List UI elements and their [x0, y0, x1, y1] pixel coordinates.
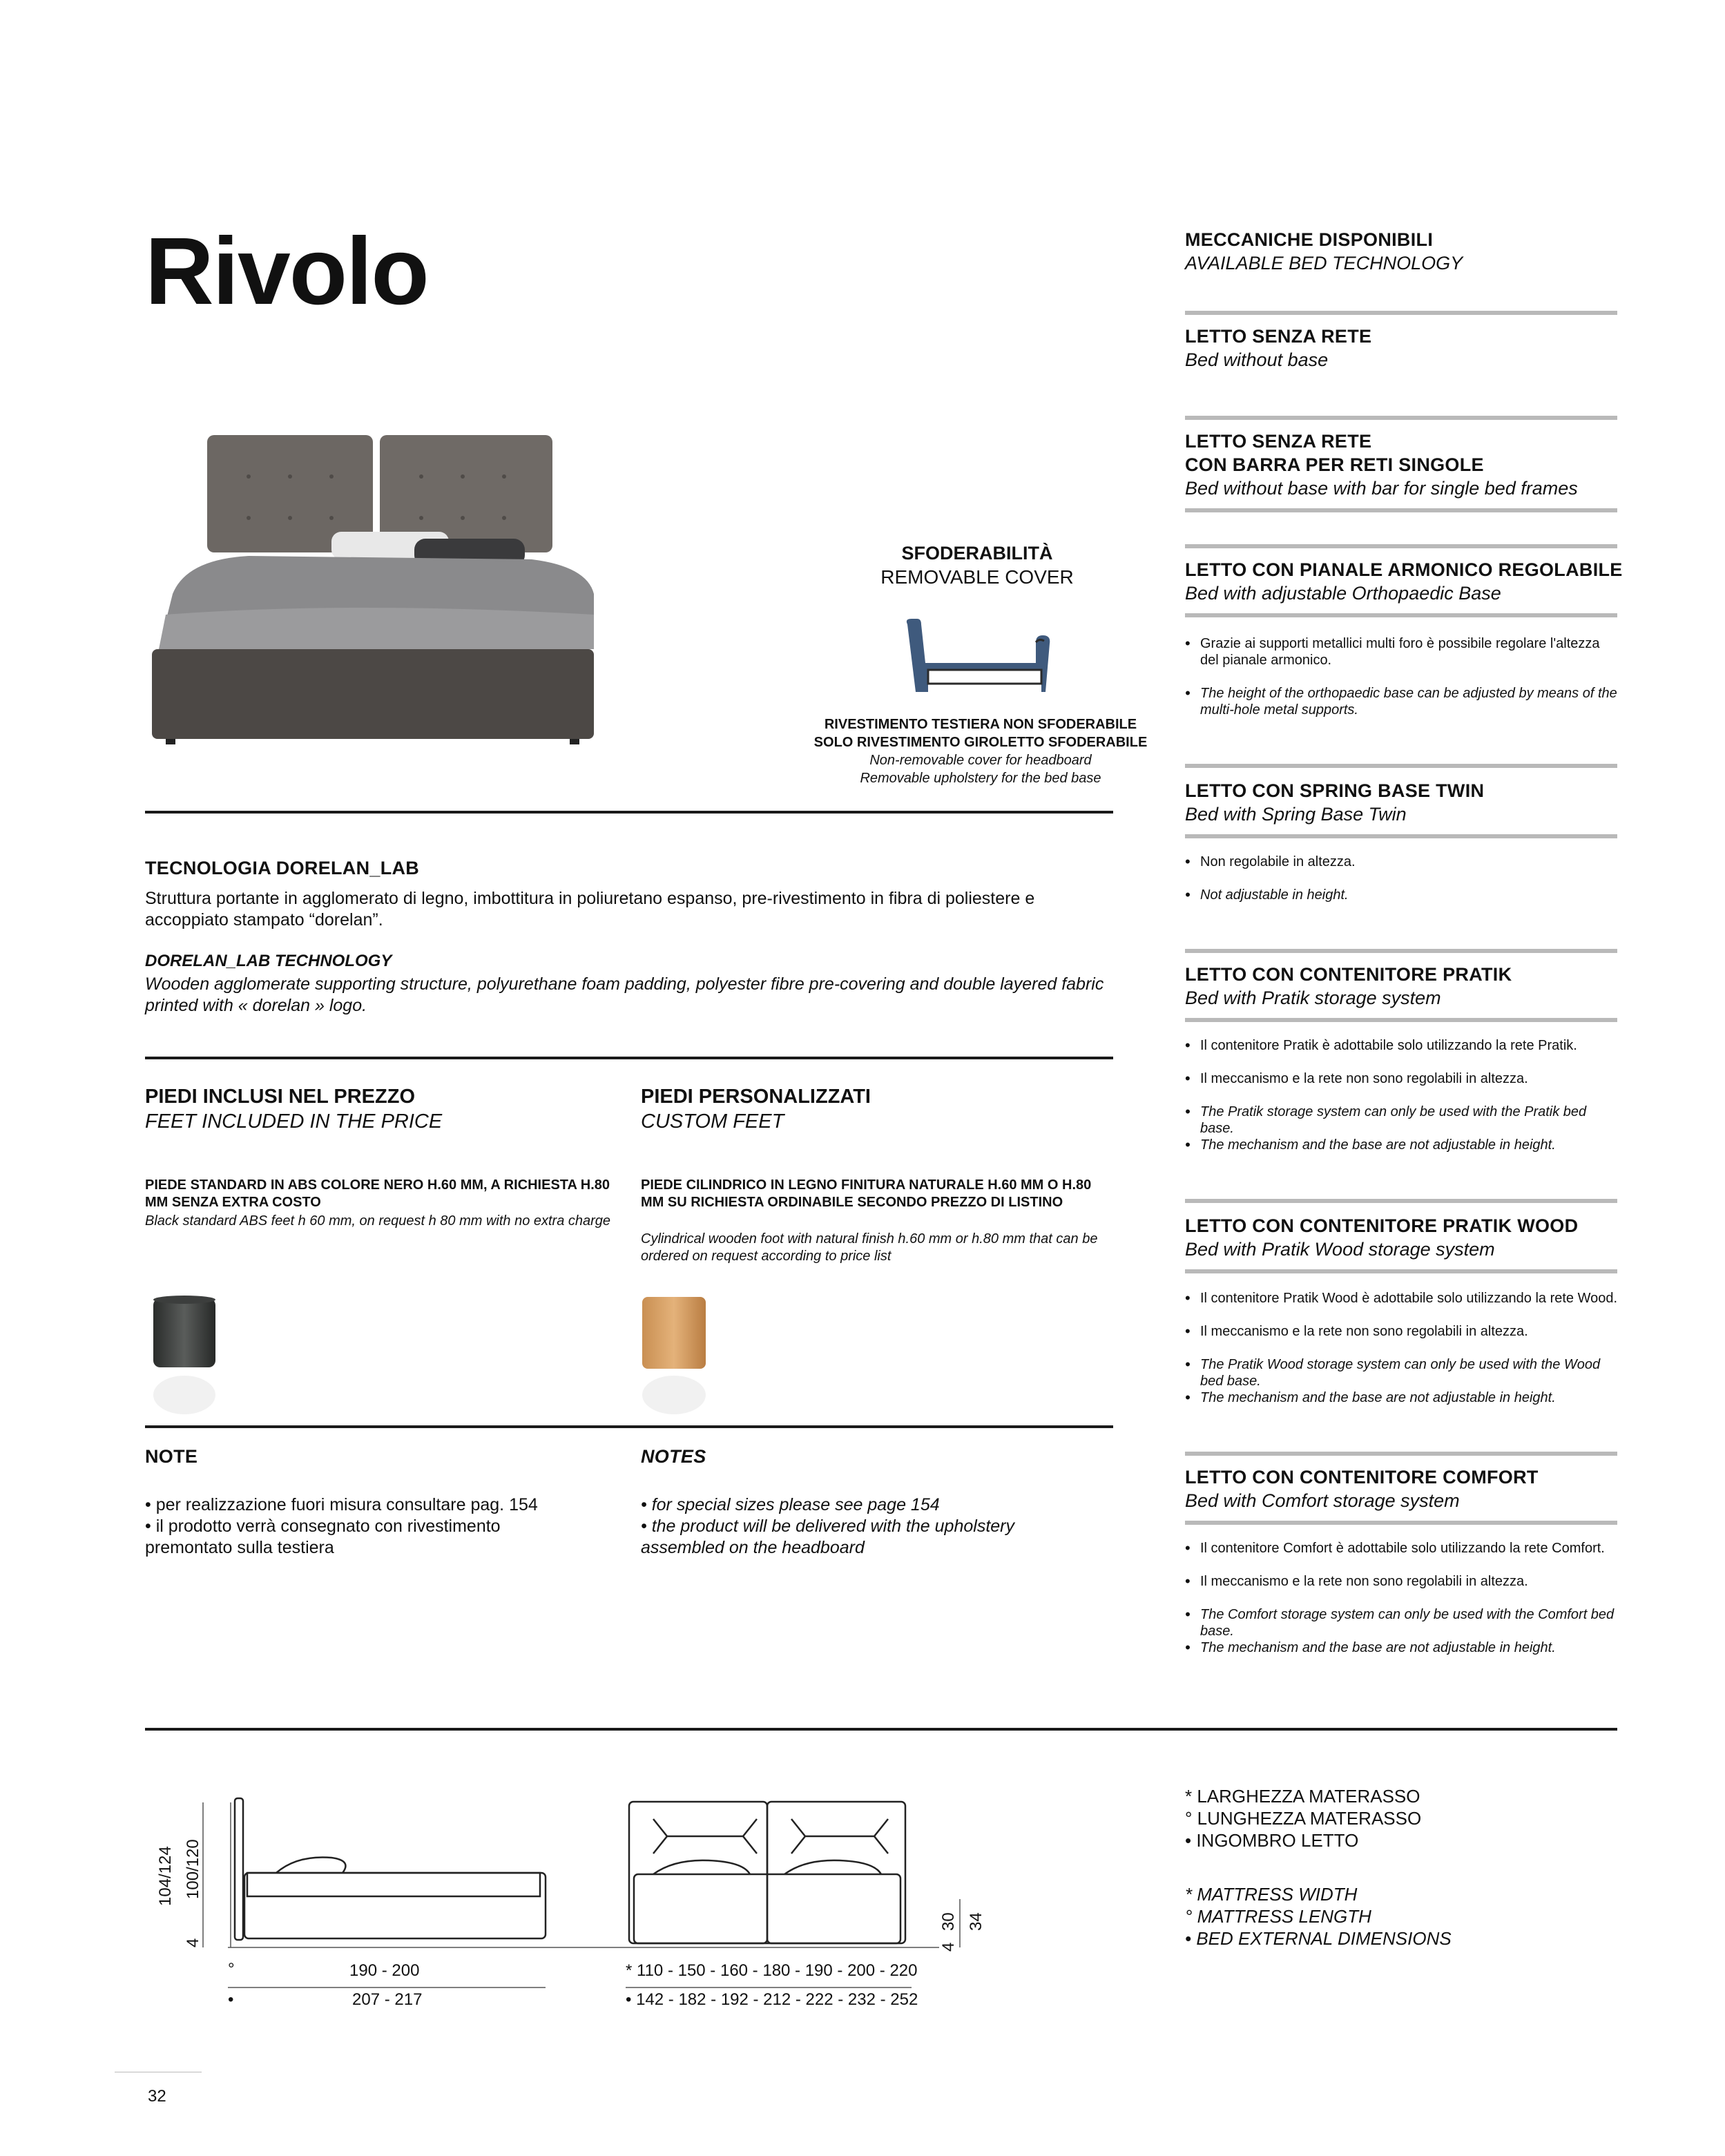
feet-included-heading-en: FEET INCLUDED IN THE PRICE [145, 1110, 443, 1133]
removable-heading-en: REMOVABLE COVER [880, 566, 1074, 588]
separator [1185, 949, 1617, 953]
mech-1-sub: Bed without base [1185, 349, 1329, 370]
page-title: Rivolo [145, 218, 428, 325]
removable-line3: Non-removable cover for headboard [869, 753, 1092, 768]
divider [145, 811, 1113, 814]
mech-6-title: LETTO CON CONTENITORE PRATIK WOOD [1185, 1215, 1579, 1236]
dim-foot-height: 4 [184, 1938, 202, 1947]
legend-it-2: ° LUNGHEZZA MATERASSO [1185, 1808, 1422, 1829]
feet-included-desc: PIEDE STANDARD IN ABS COLORE NERO H.60 MM, A RICHIESTA H.80 MM SENZA EXTRA COSTO [145, 1177, 610, 1210]
mech-4-bullet-2: • Not adjustable in height. [1185, 887, 1621, 903]
feet-included-desc-en: Black standard ABS feet h 60 mm, on request h 80 mm with no extra charge [145, 1213, 611, 1229]
dim-head-height: 100/120 [184, 1839, 202, 1899]
mech-7-bullet-2: • Il meccanismo e la rete non sono regolabili in altezza. [1185, 1573, 1621, 1590]
dim-side-2: 30 [939, 1912, 958, 1931]
mech-6-bullet-2: • Il meccanismo e la rete non sono regolabili in altezza. [1185, 1323, 1621, 1340]
legend-it-1: * LARGHEZZA MATERASSO [1185, 1786, 1420, 1807]
feet-custom-desc-en: Cylindrical wooden foot with natural finish h.60 mm or h.80 mm that can be ordered on request according to price list [641, 1231, 1098, 1264]
dim-width-values: * 110 - 150 - 160 - 180 - 190 - 200 - 220 [626, 1961, 918, 1980]
mech-5-title: LETTO CON CONTENITORE PRATIK [1185, 964, 1512, 985]
note-it-1: • per realizzazione fuori misura consultare pag. 154 [145, 1495, 538, 1514]
separator [1185, 764, 1617, 768]
feet-included-heading: PIEDI INCLUSI NEL PREZZO [145, 1086, 416, 1108]
mech-5-bullet-3: • The Pratik storage system can only be used with the Pratik bed base. [1185, 1104, 1621, 1137]
removable-line1: RIVESTIMENTO TESTIERA NON SFODERABILE [824, 717, 1137, 732]
mech-2-sub: Bed without base with bar for single bed frames [1185, 478, 1578, 499]
technology-text: Struttura portante in agglomerato di legno, imbottitura in poliuretano espanso, pre-rivestimento in fibra di poliestere e accoppiato stampato “dorelan”. [145, 889, 1035, 930]
legend-en-3: • BED EXTERNAL DIMENSIONS [1185, 1928, 1452, 1949]
legend-en-1: * MATTRESS WIDTH [1185, 1884, 1358, 1905]
separator [1185, 613, 1617, 617]
feet-custom-desc: PIEDE CILINDRICO IN LEGNO FINITURA NATURALE H.60 MM O H.80 MM SU RICHIESTA ORDINABILE SECONDO PREZZO DI LISTINO [641, 1177, 1092, 1210]
mech-5-sub: Bed with Pratik storage system [1185, 988, 1441, 1008]
separator [1185, 1521, 1617, 1525]
separator [1185, 1269, 1617, 1273]
note-en-2: • the product will be delivered with the upholstery assembled on the headboard [641, 1517, 1014, 1557]
separator [1185, 508, 1617, 512]
dim-length-symbol: ° [228, 1960, 235, 1979]
technology-heading: TECNOLOGIA DORELAN_LAB [145, 858, 420, 878]
mech-5-bullet-4: • The mechanism and the base are not adjustable in height. [1185, 1137, 1635, 1153]
mech-5-bullet-2: • Il meccanismo e la rete non sono regolabili in altezza. [1185, 1070, 1621, 1087]
separator [1185, 1199, 1617, 1203]
page-number: 32 [148, 2087, 166, 2106]
mech-6-bullet-3: • The Pratik Wood storage system can only be used with the Wood bed base. [1185, 1356, 1621, 1389]
mech-6-bullet-1: • Il contenitore Pratik Wood è adottabile solo utilizzando la rete Wood. [1185, 1290, 1621, 1307]
notes-heading-en: NOTES [641, 1446, 706, 1467]
note-en-1: • for special sizes please see page 154 [641, 1495, 940, 1514]
separator [1185, 1452, 1617, 1456]
divider [145, 1425, 1113, 1428]
feet-custom-heading-en: CUSTOM FEET [641, 1110, 784, 1133]
mech-2-title2: CON BARRA PER RETI SINGOLE [1185, 454, 1484, 475]
removable-heading: SFODERABILITÀ [901, 543, 1053, 564]
legend-it-3: • INGOMBRO LETTO [1185, 1830, 1359, 1851]
separator [1185, 544, 1617, 548]
dim-ext-length-symbol: • [228, 1990, 234, 2009]
separator [1185, 416, 1617, 420]
dim-side-1: 4 [939, 1942, 958, 1952]
mech-7-bullet-3: • The Comfort storage system can only be used with the Comfort bed base. [1185, 1606, 1621, 1639]
mech-5-bullet-1: • Il contenitore Pratik è adottabile solo utilizzando la rete Pratik. [1185, 1037, 1621, 1054]
technology-text-en: Wooden agglomerate supporting structure, polyurethane foam padding, polyester fibre pre-covering and double layered fabric printed with « dorelan » logo. [145, 974, 1104, 1015]
dim-ext-length-value: 207 - 217 [352, 1990, 423, 2009]
feet-custom-heading: PIEDI PERSONALIZZATI [641, 1086, 871, 1108]
dim-length-value: 190 - 200 [349, 1961, 420, 1980]
removable-line4: Removable upholstery for the bed base [860, 771, 1101, 786]
mech-6-sub: Bed with Pratik Wood storage system [1185, 1239, 1495, 1260]
mech-3-bullet-2: • The height of the orthopaedic base can be adjusted by means of the multi-hole metal supports. [1185, 685, 1635, 718]
removable-line2: SOLO RIVESTIMENTO GIROLETTO SFODERABILE [813, 735, 1148, 750]
separator [1185, 1018, 1617, 1022]
technology-heading-en: DORELAN_LAB TECHNOLOGY [145, 952, 392, 970]
note-it-2: • il prodotto verrà consegnato con rivestimento premontato sulla testiera [145, 1517, 501, 1557]
mech-3-bullet-1: • Grazie ai supporti metallici multi foro è possibile regolare l'altezza del pianale armonico. [1185, 635, 1621, 668]
removable-cover-icon [898, 615, 1057, 697]
mech-6-bullet-4: • The mechanism and the base are not adjustable in height. [1185, 1389, 1635, 1406]
separator [1185, 834, 1617, 838]
notes-heading: NOTE [145, 1446, 198, 1467]
mech-4-bullet-1: • Non regolabile in altezza. [1185, 854, 1621, 870]
mech-1-title: LETTO SENZA RETE [1185, 326, 1372, 347]
bed-photo [145, 428, 601, 746]
mech-2-title: LETTO SENZA RETE [1185, 431, 1372, 452]
dim-ext-width-values: • 142 - 182 - 192 - 212 - 222 - 232 - 252 [626, 1990, 918, 2009]
mech-7-title: LETTO CON CONTENITORE COMFORT [1185, 1467, 1539, 1488]
mech-3-sub: Bed with adjustable Orthopaedic Base [1185, 583, 1501, 604]
dim-side-3: 34 [967, 1912, 985, 1931]
mech-4-sub: Bed with Spring Base Twin [1185, 804, 1407, 825]
black-foot-image [146, 1284, 229, 1423]
mech-7-bullet-4: • The mechanism and the base are not adjustable in height. [1185, 1639, 1635, 1656]
mechanics-heading: MECCANICHE DISPONIBILI [1185, 229, 1434, 250]
mech-4-title: LETTO CON SPRING BASE TWIN [1185, 780, 1485, 801]
dim-total-height: 104/124 [156, 1846, 175, 1906]
mechanics-heading-en: AVAILABLE BED TECHNOLOGY [1185, 253, 1463, 273]
mech-3-title: LETTO CON PIANALE ARMONICO REGOLABILE [1185, 559, 1623, 580]
wood-foot-image [635, 1284, 718, 1423]
divider [145, 1728, 1617, 1731]
legend-en-2: ° MATTRESS LENGTH [1185, 1906, 1371, 1927]
mech-7-sub: Bed with Comfort storage system [1185, 1490, 1460, 1511]
separator [1185, 311, 1617, 315]
divider [145, 1057, 1113, 1059]
mech-7-bullet-1: • Il contenitore Comfort è adottabile solo utilizzando la rete Comfort. [1185, 1540, 1621, 1557]
